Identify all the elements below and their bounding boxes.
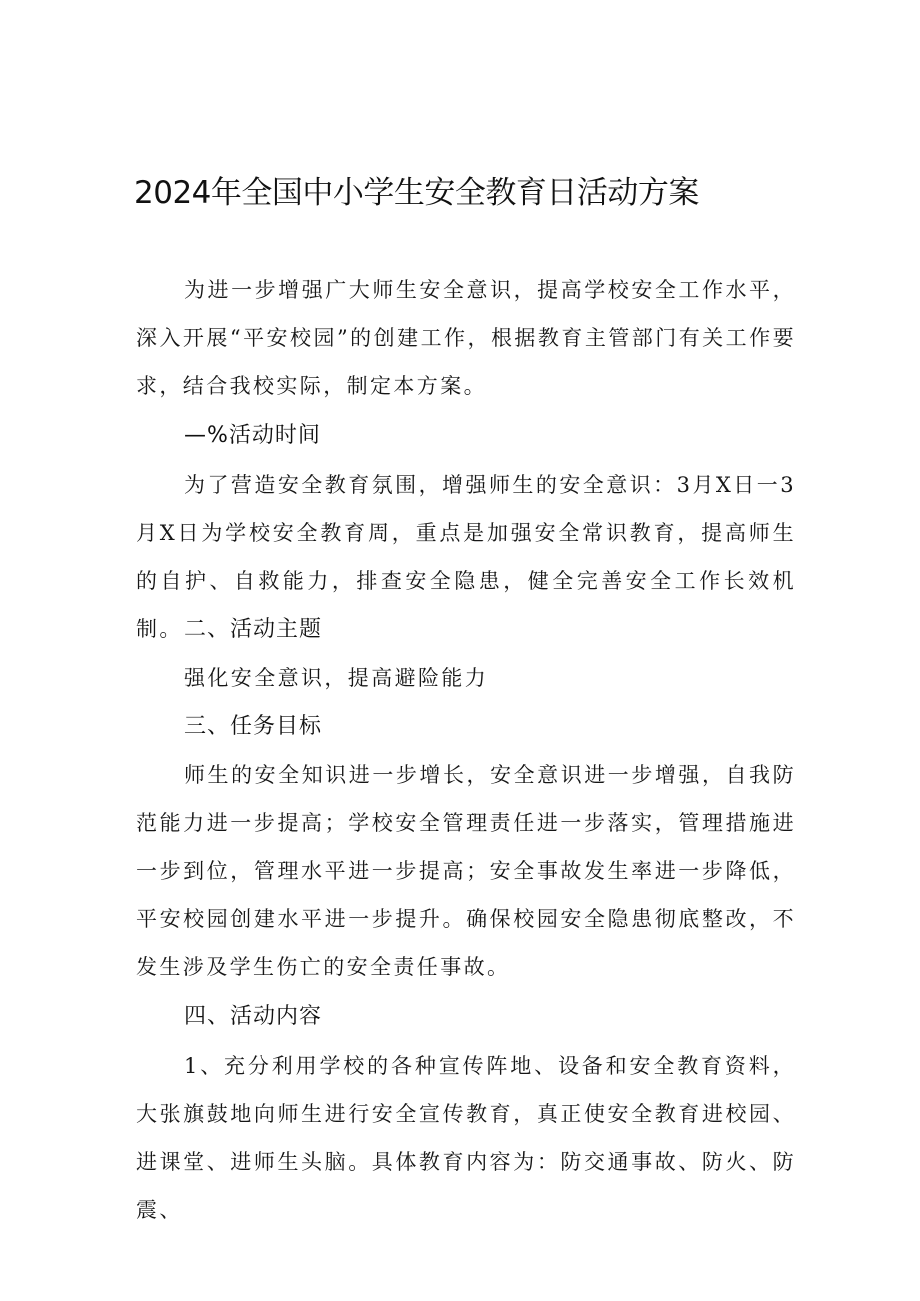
section-4-paragraph: 1、充分利用学校的各种宣传阵地、设备和安全教育资料，大张旗鼓地向师生进行安全宣传教育，真正使安全教育进校园、进课堂、进师生头脑。具体教育内容为：防交通事故、防火、防震、: [136, 1054, 796, 1222]
section-3-heading: 三、任务目标: [184, 714, 323, 739]
section-2-heading: 二、活动主题: [184, 617, 323, 642]
document-title: 2024年全国中小学生安全教育日活动方案: [134, 175, 699, 211]
section-1-paragraph: 为了营造安全教育氛围，增强师生的安全意识：3月X日一3月X日为学校安全教育周，重点是加强安全常识教育，提高师生的自护、自救能力，排查安全隐患，健全完善安全工作长效机制。: [136, 473, 796, 641]
intro-paragraph: 为进一步增强广大师生安全意识，提高学校安全工作水平，深入开展“平安校园”的创建工作，根据教育主管部门有关工作要求，结合我校实际，制定本方案。: [136, 278, 796, 398]
section-3-paragraph: 师生的安全知识进一步增长，安全意识进一步增强，自我防范能力进一步提高；学校安全管理责任进一步落实，管理措施进一步到位，管理水平进一步提高；安全事故发生率进一步降低，平安校园创建水平进一步提升。确保校园安全隐患彻底整改，不发生涉及学生伤亡的安全责任事故。: [136, 763, 796, 979]
section-2-paragraph: 强化安全意识，提高避险能力: [184, 666, 489, 690]
section-4-heading: 四、活动内容: [184, 1004, 323, 1029]
section-1-heading: —%活动时间: [184, 423, 321, 448]
